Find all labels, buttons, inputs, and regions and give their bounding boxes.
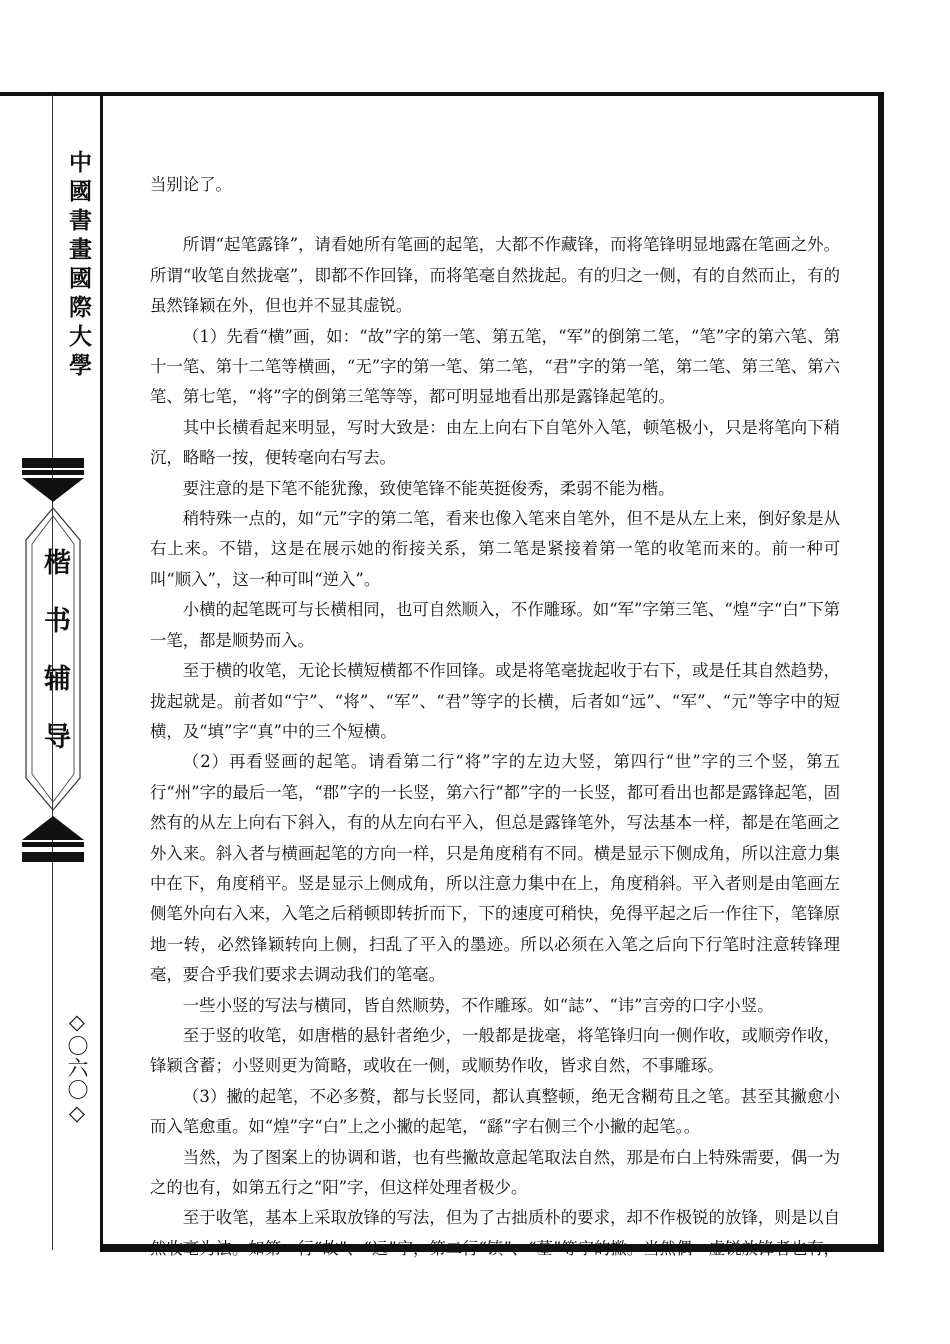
page-frame-left (100, 92, 103, 1252)
paragraph: 至于收笔，基本上采取放锋的写法，但为了古拙质朴的要求，却不作极锐的放锋，则是以自然收毫为法。如第一行“故”、“远”字，第二行“镇”、“墓”等字的撇。当然偶一虚锐放锋者也有， (150, 1208, 840, 1258)
paragraph: 小横的起笔既可与长横相同，也可自然顺入，不作雕琢。如“军”字第三笔、“煌”字“白”下第一笔，都是顺势而入。 (150, 600, 840, 650)
ornament-bar-top (22, 458, 84, 468)
paragraph: 当然，为了图案上的协调和谐，也有些撇故意起笔取法自然，那是布白上特殊需要，偶一为之的也有，如第五行之“阳”字，但这样处理者极少。 (150, 1147, 840, 1197)
paragraph: （3）撇的起笔，不必多赘，都与长竖同，都认真整顿，绝无含糊苟且之笔。甚至其撇愈小而入笔愈重。如“煌”字“白”上之小撇的起笔，“繇”字右侧三个小撇的起笔。。 (150, 1086, 840, 1137)
paragraph: 其中长横看起来明显，写时大致是：由左上向右下自笔外入笔，顿笔极小，只是将笔向下稍沉，略略一按，便转毫向右写去。 (150, 417, 840, 468)
paragraph: 要注意的是下笔不能犹豫，致使笔锋不能英挺俊秀，柔弱不能为楷。 (182, 478, 675, 498)
paragraph: （1）先看“横”画，如：“故”字的第一笔、第五笔，“军”的倒第二笔，“笔”字的第六笔、第十一笔、第十二笔等横画，“无”字的第一笔、第二笔，“君”字的第一笔，第二笔、第三笔、第六笔、第七笔，“将”字的倒第三笔等等，都可明显地看出那是露锋起笔的。 (150, 326, 840, 407)
ornament-bar-top-thin (22, 470, 84, 475)
paragraph: 稍特殊一点的，如“元”字的第二笔，看来也像入笔来自笔外，但不是从左上来，倒好象是从右上来。不错，这是在展示她的衔接关系，第二笔是紧接着第一笔的收笔而来的。前一种可叫“顺入”，这一种可叫“逆入”。 (150, 509, 840, 589)
paragraph: 一些小竖的写法与横同，皆自然顺势，不作雕琢。如“誌”、“讳”言旁的口字小竖。 (182, 995, 774, 1015)
page-frame-right (878, 92, 884, 1252)
paragraph: 至于竖的收笔，如唐楷的悬针者绝少，一般都是拢毫，将笔锋归向一侧作收，或顺旁作收，锋颖含蓄；小竖则更为简略，或收在一侧，或顺势作收，皆求自然，不事雕琢。 (150, 1025, 840, 1076)
section-title: 楷书辅导 (39, 548, 70, 780)
series-title: 中國書畫國際大學 (65, 150, 92, 382)
page-number: ◇〇六〇◇ (65, 1010, 89, 1126)
body-text (150, 170, 840, 1264)
paragraph: 至于横的收笔，无论长横短横都不作回锋。或是将笔毫拢起收于右下，或是任其自然趋势，拢起就是。前者如“宁”、“将”、“军”、“君”等字的长横，后者如“远”、“军”、“元”等字中的短横，及“填”字“真”中的三个短横。 (150, 661, 840, 741)
ornament-bar-bottom (22, 852, 84, 862)
ornament-bar-bottom-thin (22, 842, 84, 847)
page-frame-top (0, 92, 884, 96)
paragraph: 所谓“起笔露锋”，请看她所有笔画的起笔，大都不作藏锋，而将笔锋明显地露在笔画之外。所谓“收笔自然拢毫”，即都不作回锋，而将笔毫自然拢起。有的归之一侧，有的自然而止，有的虽然锋颖在外，但也并不显其虚锐。 (150, 235, 840, 316)
paragraph: 当别论了。 (150, 175, 232, 194)
paragraph: （2）再看竖画的起笔。请看第二行“将”字的左边大竖，第四行“世”字的三个竖，第五行“州”字的最后一笔，“郡”字的一长竖，第六行“都”字的一长竖，都可看出也都是露锋起笔，固然有的从左上向右下斜入，有的从左向右平入，但总是露锋笔外，写法基本一样，都是在笔画之外入来。斜入者与横画起笔的方向一样，只是角度稍有不同。横是显示下侧成角，所以注意力集中在下，角度稍平。竖是显示上侧成角，所以注意力集中在上，角度稍斜。平入者则是由笔画左侧笔外向右入来，入笔之后稍顿即转折而下，下的速度可稍快，免得平起之后一作往下，笔锋原地一转，必然锋颖转向上侧，扫乱了平入的墨迹。所以必须在入笔之后向下行笔时注意转锋理毫，要合乎我们要求去调动我们的笔毫。 (150, 752, 840, 985)
